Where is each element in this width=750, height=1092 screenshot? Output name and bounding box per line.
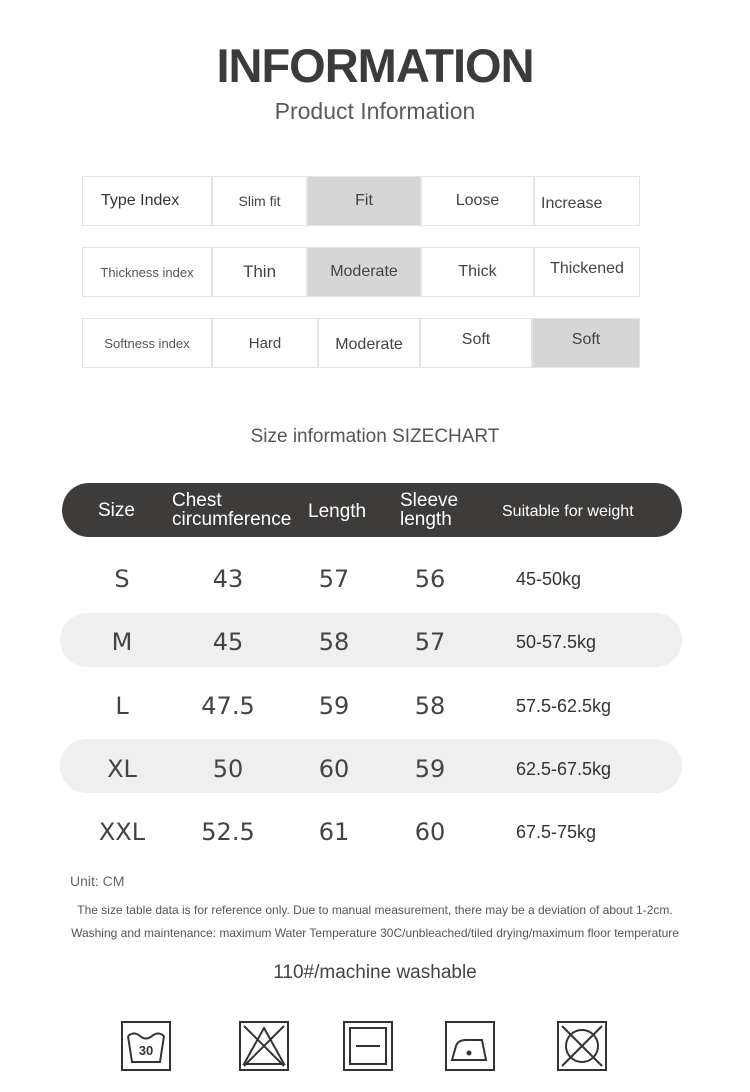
type-index-row [82, 176, 640, 226]
cell-sleeve: 56 [414, 565, 446, 593]
cell-chest: 43 [212, 565, 244, 593]
cell-weight: 67.5-75kg [516, 822, 597, 842]
dry-flat-icon [342, 1020, 394, 1072]
do-not-bleach-icon [238, 1020, 290, 1072]
cell-length: 57 [318, 565, 350, 593]
index-label: Thickness index [82, 247, 212, 297]
header-size: Size [98, 500, 135, 521]
do-not-tumble-dry-icon [556, 1020, 608, 1072]
index-option: Moderate [318, 318, 420, 368]
header-weight: Suitable for weight [502, 503, 634, 520]
cell-size: S [114, 565, 130, 593]
cell-weight: 62.5-67.5kg [516, 759, 612, 779]
softness-index-row [82, 318, 640, 368]
iron-low-icon [444, 1020, 496, 1072]
cell-size: XXL [98, 818, 146, 846]
index-option: Thin [212, 247, 307, 297]
cell-length: 59 [318, 692, 350, 720]
cell-chest: 50 [212, 755, 244, 783]
cell-chest: 47.5 [201, 692, 255, 720]
size-table-header [62, 483, 682, 537]
index-option: Thick [421, 247, 534, 297]
washable-note: 110#/machine washable [273, 962, 477, 983]
cell-size: XL [107, 755, 137, 783]
index-label: Softness index [82, 318, 212, 368]
cell-weight: 57.5-62.5kg [516, 696, 612, 716]
header-length: Length [308, 501, 367, 522]
wash-temp-label: 30 [138, 1043, 154, 1058]
washing-note: Washing and maintenance: maximum Water Temperature 30C/unbleached/tiled drying/maximum floor temperature [71, 926, 679, 940]
index-option-selected: Moderate [307, 247, 421, 297]
cell-sleeve: 60 [414, 818, 446, 846]
unit-label: Unit: CM [70, 873, 125, 889]
index-option: Increase [534, 176, 640, 226]
cell-weight: 45-50kg [516, 569, 582, 589]
cell-sleeve: 57 [414, 628, 446, 656]
index-option: Hard [212, 318, 318, 368]
wash-30-icon [120, 1020, 172, 1072]
index-option-selected: Soft [532, 318, 640, 368]
cell-sleeve: 59 [414, 755, 446, 783]
index-option-selected: Fit [307, 176, 421, 226]
header-sleeve: Sleeve length [400, 490, 459, 530]
thickness-index-row [82, 247, 640, 297]
cell-size: M [111, 628, 133, 656]
cell-weight: 50-57.5kg [516, 632, 597, 652]
cell-chest: 45 [212, 628, 244, 656]
index-option: Thickened [534, 247, 640, 297]
cell-sleeve: 58 [414, 692, 446, 720]
size-chart-heading: Size information SIZECHART [250, 426, 500, 447]
index-option: Slim fit [212, 176, 307, 226]
cell-length: 60 [318, 755, 350, 783]
page-subtitle: Product Information [274, 98, 476, 124]
reference-note: The size table data is for reference only. Due to manual measurement, there may be a deviation of about 1-2cm. [77, 903, 673, 917]
index-label: Type Index [82, 176, 212, 226]
cell-chest: 52.5 [201, 818, 255, 846]
header-chest: Chest circumference [172, 490, 292, 530]
cell-size: L [115, 692, 129, 720]
page-title: INFORMATION [216, 39, 534, 92]
cell-length: 58 [318, 628, 350, 656]
index-option: Loose [421, 176, 534, 226]
cell-length: 61 [318, 818, 350, 846]
index-option: Soft [420, 318, 532, 368]
